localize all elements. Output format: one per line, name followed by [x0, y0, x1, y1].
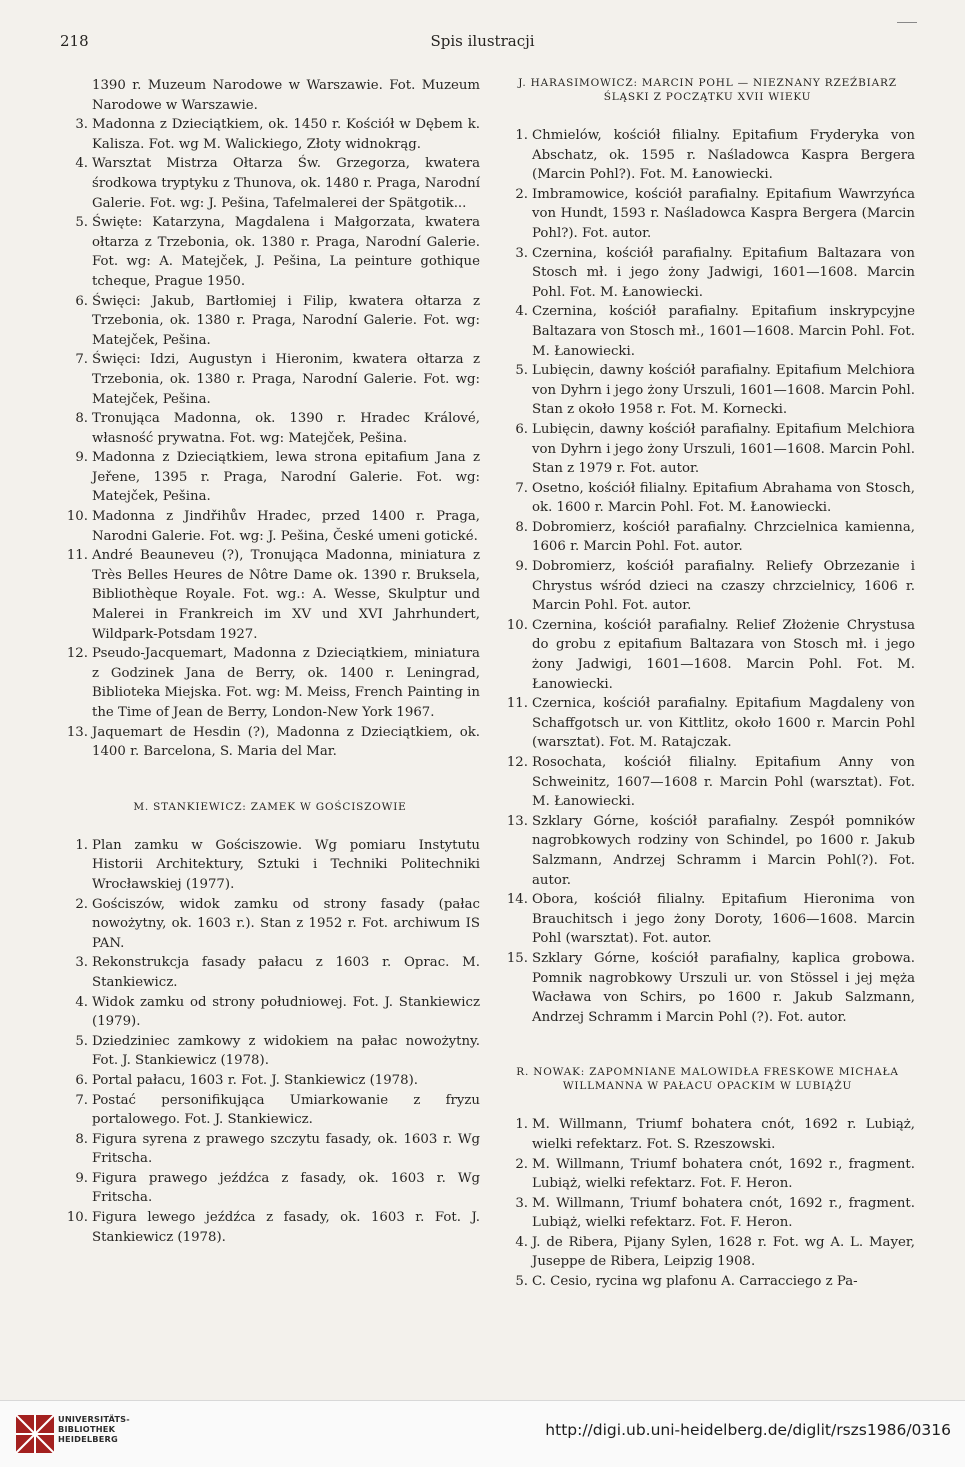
list-item: [500, 1194, 915, 1233]
item-number: 6.: [75, 293, 88, 309]
item-number: 5.: [515, 1274, 528, 1290]
list-item: [60, 546, 480, 644]
item-number: 12.: [506, 755, 528, 770]
source-url-link[interactable]: http://digi.ub.uni-heidelberg.de/diglit/rszs1986/0316: [545, 1421, 951, 1439]
item-number: 8.: [515, 519, 528, 535]
item-text: Chmielów, kościół filialny. Epitafium Fryderyka von Abschatz, ok. 1595 r. Naśladowca Kaspra Bergera (Marcin Pohl?). Fot. M. Łanowiecki.: [532, 128, 915, 183]
entries-list-b: [60, 836, 480, 1247]
item-number: 3.: [75, 955, 88, 971]
item-number: 1.: [515, 1117, 528, 1133]
library-name: UNIVERSITÄTS- BIBLIOTHEK HEIDELBERG: [58, 1414, 130, 1444]
continued-entry: 1390 r. Muzeum Narodowe w Warszawie. Fot. Muzeum Narodowe w Warszawie.: [92, 78, 480, 113]
item-text: Portal pałacu, 1603 r. Fot. J. Stankiewicz (1978).: [92, 1072, 419, 1088]
item-number: 4.: [515, 1234, 528, 1250]
item-text: Pseudo-Jacquemart, Madonna z Dzieciątkiem, miniatura z Godzinek Jana de Berry, ok. 1400 r. Leningrad, Biblioteka Miejska. Fot. wg: M. Meiss, French Painting in the Time of Jean de Berry, London-New York 1967.: [92, 646, 480, 720]
list-item: [500, 557, 915, 616]
item-text: Jaquemart de Hesdin (?), Madonna z Dzieciątkiem, ok. 1400 r. Barcelona, S. Maria del Mar.: [92, 724, 480, 760]
item-text: Czernina, kościół parafialny. Epitafium inskrypcyjne Baltazara von Stosch mł., 1601—1608. Marcin Pohl. Fot. M. Łanowiecki.: [532, 304, 915, 359]
item-number: 2.: [515, 186, 528, 202]
header-rule: [897, 22, 917, 23]
item-text: Obora, kościół filialny. Epitafium Hieronima von Brauchitsch i jego żony Doroty, 1606—1608. Marcin Pohl (warsztat). Fot. autor.: [532, 892, 915, 947]
item-number: 3.: [75, 117, 88, 133]
item-text: Rekonstrukcja fasady pałacu z 1603 r. Oprac. M. Stankiewicz.: [92, 955, 480, 990]
university-library-logo-icon: [14, 1413, 56, 1455]
list-item: [60, 154, 480, 213]
item-number: 11.: [506, 696, 528, 712]
item-text: Lubięcin, dawny kościół parafialny. Epitafium Melchiora von Dyhrn i jego żony Urszuli, 1601—1608. Marcin Pohl. Stan z około 1958 r. Fot. M. Kornecki.: [532, 363, 915, 418]
item-text: Czernina, kościół parafialny. Relief Złożenie Chrystusa do grobu z epitafium Baltazara von Stosch mł. i jego żony Jadwigi, 1601—1608. Marcin Pohl. Fot. M. Łanowiecki.: [532, 617, 915, 692]
list-item: [500, 1155, 915, 1194]
item-number: 10.: [506, 617, 528, 633]
entries-list-a: [60, 115, 480, 762]
item-number: 10.: [66, 1210, 88, 1226]
item-number: 1.: [75, 837, 88, 853]
item-text: Madonna z Dzieciątkiem, ok. 1450 r. Kościół w Dębem k. Kalisza. Fot. wg M. Walickiego, Złoty widnokrąg.: [92, 117, 480, 152]
item-text: Gościszów, widok zamku od strony fasady (pałac nowożytny, ok. 1603 r.). Stan z 1952 r. Fot. archiwum IS PAN.: [92, 896, 480, 951]
item-number: 15.: [506, 950, 528, 966]
item-number: 3.: [515, 1195, 528, 1211]
item-text: Święci: Idzi, Augustyn i Hieronim, kwatera ołtarza z Trzebonia, ok. 1380 r. Praga, Narodní Galerie. Fot. wg: Matejček, Pešina.: [92, 352, 480, 407]
item-text: Imbramowice, kościół parafialny. Epitafium Wawrzyńca von Hundt, 1593 r. Naśladowca Kaspra Bergera (Marcin Pohl?). Fot. autor.: [532, 186, 915, 241]
list-item: [500, 244, 915, 303]
item-number: 9.: [75, 450, 88, 466]
item-number: 7.: [515, 480, 528, 496]
item-number: 11.: [66, 548, 88, 564]
list-item: [500, 949, 915, 1027]
item-number: 7.: [75, 352, 88, 368]
item-number: 4.: [75, 156, 88, 172]
item-number: 2.: [75, 896, 88, 912]
list-item: [60, 115, 480, 154]
list-item: [500, 753, 915, 812]
item-text: Madonna z Jindřihův Hradec, przed 1400 r. Praga, Narodni Galerie. Fot. wg: J. Pešina, České umeni gotické.: [92, 509, 480, 544]
item-number: 8.: [75, 1131, 88, 1147]
item-text: Dobromierz, kościół parafialny. Reliefy Obrzezanie i Chrystus wśród dzieci na czaszy chrzcielnicy, 1606 r. Marcin Pohl. Fot. autor.: [532, 559, 915, 614]
list-item: [500, 1233, 915, 1272]
item-text: Figura lewego jeźdźca z fasady, ok. 1603 r. Fot. J. Stankiewicz (1978).: [92, 1210, 480, 1245]
item-number: 2.: [515, 1156, 528, 1172]
item-number: 4.: [515, 304, 528, 320]
list-item: [60, 507, 480, 546]
list-item: [500, 185, 915, 244]
list-item: [500, 812, 915, 890]
list-item: [60, 1091, 480, 1130]
entries-list-c: [500, 126, 915, 1027]
list-item: [60, 350, 480, 409]
item-text: M. Willmann, Triumf bohatera cnót, 1692 r. Lubiąż, wielki refektarz. Fot. S. Rzeszowski.: [532, 1117, 915, 1152]
list-item: [60, 448, 480, 507]
item-text: Czernica, kościół parafialny. Epitafium Magdaleny von Schaffgotsch ur. von Kittlitz, około 1600 r. Marcin Pohl (warsztat). Fot. M. Ratajczak.: [532, 696, 915, 751]
list-item: [500, 616, 915, 694]
list-item: [500, 302, 915, 361]
item-text: Plan zamku w Gościszowie. Wg pomiaru Instytutu Historii Architektury, Sztuki i Techniki Politechniki Wrocławskiej (1977).: [92, 837, 480, 892]
item-number: 1.: [515, 128, 528, 143]
list-item: [60, 1071, 480, 1091]
running-title: Spis ilustracji: [430, 32, 535, 50]
item-text: Figura prawego jeźdźca z fasady, ok. 1603 r. Wg Fritscha.: [92, 1170, 480, 1206]
item-number: 13.: [66, 724, 88, 740]
item-number: 9.: [75, 1170, 88, 1186]
section-title-stankiewicz: M. STANKIEWICZ: ZAMEK W GOŚCISZOWIE: [133, 800, 407, 813]
list-item: [500, 1115, 915, 1154]
section-title-harasimowicz: J. HARASIMOWICZ: MARCIN POHL — NIEZNANY RZEŹBIARZ ŚLĄSKI Z POCZĄTKU XVII WIEKU: [518, 77, 897, 103]
list-item: [60, 993, 480, 1032]
item-number: 12.: [66, 646, 88, 662]
item-number: 6.: [515, 421, 528, 437]
list-item: [500, 420, 915, 479]
list-item: [60, 723, 480, 762]
item-text: Warsztat Mistrza Ołtarza Św. Grzegorza, kwatera środkowa tryptyku z Thunova, ok. 1480 r. Praga, Narodní Galerie. Fot. wg: J. Pešina, Tafelmalerei der Spätgotik...: [92, 156, 480, 211]
item-number: 5.: [515, 363, 528, 379]
item-number: 9.: [515, 559, 528, 575]
item-number: 5.: [75, 215, 88, 231]
item-text: Czernina, kościół parafialny. Epitafium Baltazara von Stosch mł. i jego żony Jadwigi, 1601—1608. Marcin Pohl. Fot. M. Łanowiecki.: [532, 245, 915, 300]
item-number: 4.: [75, 994, 88, 1010]
list-item: [500, 890, 915, 949]
list-item: [500, 361, 915, 420]
list-item: [500, 479, 915, 518]
list-item: [60, 213, 480, 291]
item-text: Święci: Jakub, Bartłomiej i Filip, kwatera ołtarza z Trzebonia, ok. 1380 r. Praga, Narodní Galerie. Fot. wg: Matejček, Pešina.: [92, 293, 480, 348]
item-text: Rosochata, kościół filialny. Epitafium Anny von Schweinitz, 1607—1608 r. Marcin Pohl (warsztat). Fot. M. Łanowiecki.: [532, 755, 915, 810]
list-item: [60, 836, 480, 895]
item-number: 7.: [75, 1092, 88, 1108]
list-item: [500, 126, 915, 185]
item-text: Szklary Górne, kościół parafialny. Zespół pomników nagrobkowych rodziny von Schindel, po 1600 r. Jakub Salzmann, Andrzej Schramm i Marcin Pohl(?). Fot. autor.: [532, 813, 915, 888]
item-text: J. de Ribera, Pijany Sylen, 1628 r. Fot. wg A. L. Mayer, Juseppe de Ribera, Leipzig 1908.: [532, 1234, 915, 1270]
item-text: André Beauneveu (?), Tronująca Madonna, miniatura z Très Belles Heures de Nôtre Dame ok. 1390 r. Bruksela, Bibliothèque Royale. Fot. wg.: A. Wesse, Skulptur und Malerei in Frankreich im XV und XVI Jahrhundert, Wildpark-Potsdam 1927.: [92, 548, 480, 642]
list-item: [60, 292, 480, 351]
item-number: 10.: [66, 509, 88, 525]
item-number: 3.: [515, 245, 528, 261]
item-text: Tronująca Madonna, ok. 1390 r. Hradec Králové, własność prywatna. Fot. wg: Matejček, Pešina.: [92, 411, 480, 446]
list-item: [60, 895, 480, 954]
item-text: Postać personifikująca Umiarkowanie z fryzu portalowego. Fot. J. Stankiewicz.: [92, 1092, 480, 1128]
left-column: [60, 76, 480, 1247]
item-number: 5.: [75, 1033, 88, 1049]
section-title-nowak: R. NOWAK: ZAPOMNIANE MALOWIDŁA FRESKOWE MICHAŁA WILLMANNA W PAŁACU OPACKIM W LUBIĄŻU: [516, 1066, 899, 1093]
library-footer: [0, 1400, 965, 1467]
list-item: [500, 1272, 915, 1292]
list-item: [60, 1130, 480, 1169]
list-item: [60, 1208, 480, 1247]
page-number: 218: [60, 32, 89, 50]
item-text: Figura syrena z prawego szczytu fasady, ok. 1603 r. Wg Fritscha.: [92, 1131, 480, 1167]
list-item: [500, 518, 915, 557]
item-text: Szklary Górne, kościół parafialny, kaplica grobowa. Pomnik nagrobkowy Urszuli ur. von Stössel i jej męża Wacława von Schirs, po 1600 r. Jakub Salzmann, Andrzej Schramm i Marcin Pohl (?). Fot. autor.: [532, 950, 915, 1025]
list-item: [60, 953, 480, 992]
item-number: 8.: [75, 411, 88, 427]
list-item: [60, 409, 480, 448]
item-text: Madonna z Dzieciątkiem, lewa strona epitafium Jana z Jeřene, 1395 r. Praga, Narodní Galerie. Fot. wg: Matejček, Pešina.: [92, 450, 480, 505]
item-text: M. Willmann, Triumf bohatera cnót, 1692 r., fragment. Lubiąż, wielki refektarz. Fot. F. Heron.: [532, 1156, 915, 1192]
list-item: [60, 1169, 480, 1208]
item-number: 14.: [506, 892, 528, 908]
list-item: [60, 1032, 480, 1071]
item-text: Widok zamku od strony południowej. Fot. J. Stankiewicz (1979).: [92, 994, 480, 1030]
item-text: Święte: Katarzyna, Magdalena i Małgorzata, kwatera ołtarza z Trzebonia, ok. 1380 r. Praga, Narodní Galerie. Fot. wg: A. Matejček, J. Pešina, La peinture gothique tcheque, Prague 1950.: [92, 215, 480, 289]
item-text: C. Cesio, rycina wg plafonu A. Carracciego z Pa-: [532, 1274, 858, 1290]
item-number: 13.: [506, 813, 528, 829]
item-text: Dobromierz, kościół parafialny. Chrzcielnica kamienna, 1606 r. Marcin Pohl. Fot. autor.: [532, 519, 915, 555]
item-text: M. Willmann, Triumf bohatera cnót, 1692 r., fragment. Lubiąż, wielki refektarz. Fot. F. Heron.: [532, 1195, 915, 1231]
item-text: Dziedziniec zamkowy z widokiem na pałac nowożytny. Fot. J. Stankiewicz (1978).: [92, 1033, 480, 1069]
list-item: [500, 694, 915, 753]
list-item: [60, 644, 480, 722]
right-column: [500, 76, 915, 1292]
item-text: Osetno, kościół filialny. Epitafium Abrahama von Stosch, ok. 1600 r. Marcin Pohl. Fot. M. Łanowiecki.: [532, 480, 915, 516]
entries-list-d: [500, 1115, 915, 1291]
item-number: 6.: [75, 1072, 88, 1088]
item-text: Lubięcin, dawny kościół parafialny. Epitafium Melchiora von Dyhrn i jego żony Urszuli, 1601—1608. Marcin Pohl. Stan z 1979 r. Fot. autor.: [532, 421, 915, 477]
